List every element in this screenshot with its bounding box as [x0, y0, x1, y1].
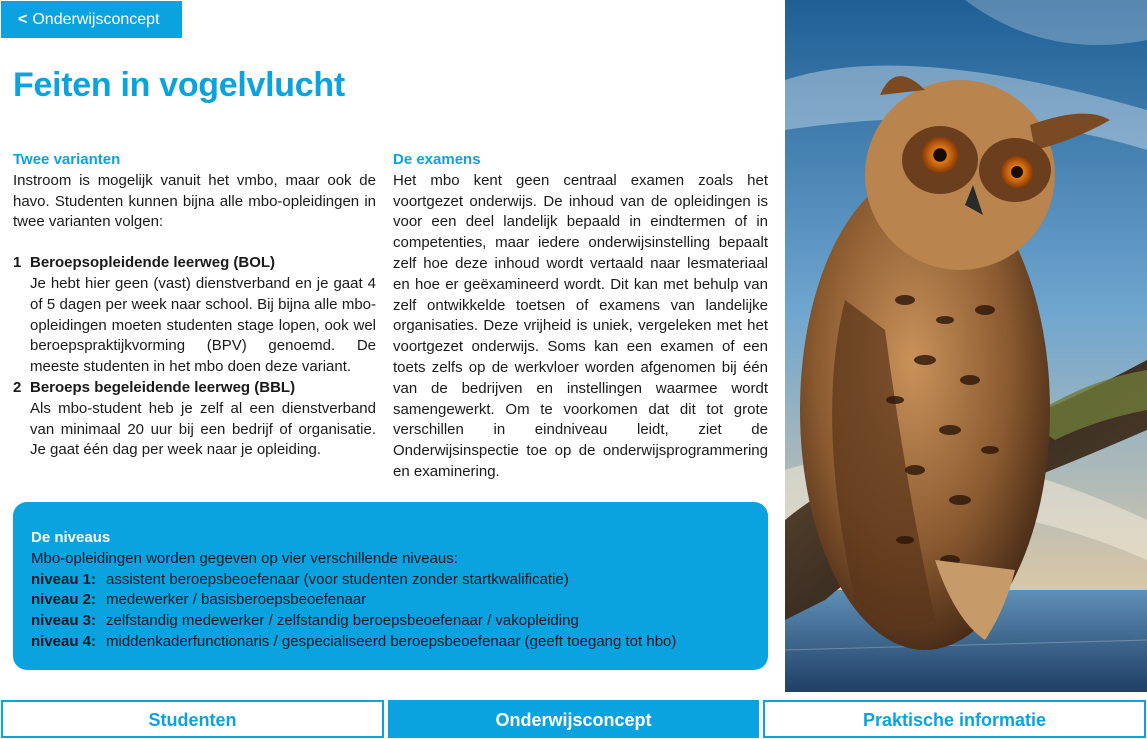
level-label: niveau 2: [31, 591, 97, 609]
level-row [31, 632, 750, 653]
level-text: assistent beroepsbeoefenaar (voor studenten zonder startkwalificatie) [106, 570, 569, 588]
levels-intro: Mbo-opleidingen worden gegeven op vier verschillende niveaus: [31, 549, 458, 567]
list-item-number: 1 [13, 254, 22, 272]
level-row [31, 590, 750, 611]
list-item [13, 253, 376, 378]
list-item [13, 378, 376, 461]
levels-box [13, 502, 768, 670]
owl-photo [785, 0, 1147, 692]
list-item-title: Beroeps begeleidende leerweg (BBL) [30, 378, 296, 396]
list-item-title: Beroepsopleidende leerweg (BOL) [30, 254, 276, 272]
list-item-text: Als mbo-student heb je zelf al een dienstverband van minimaal 20 uur bij een bedrijf of organisatie. Je gaat één dag per week naar je opleiding. [30, 399, 376, 459]
chevron-left-icon: < [18, 11, 28, 28]
nav-studenten-button[interactable]: Studenten [1, 700, 384, 738]
nav-onderwijsconcept-button[interactable]: Onderwijsconcept [388, 700, 759, 738]
left-column [13, 150, 376, 461]
levels-heading: De niveaus [31, 529, 111, 546]
level-text: zelfstandig medewerker / zelfstandig beroepsbeoefenaar / vakopleiding [106, 612, 579, 630]
nav-praktische-informatie-button[interactable]: Praktische informatie [763, 700, 1146, 738]
page-title: Feiten in vogelvlucht [13, 66, 345, 104]
list-item-number: 2 [13, 378, 22, 396]
examens-text: Het mbo kent geen centraal examen zoals het voortgezet onderwijs. De inhoud van de opleidingen is voor een deel landelijk bepaald in eindtermen of in competenties, maar iedere onderwijsinstelling bepaalt zelf hoe deze inhoud wordt vertaald naar lesmateriaal en hoe er geëxamineerd wordt. Dit kan met behulp van zelf ontwikkelde toetsen of examens van landelijke organisaties. Deze vrijheid is uniek, vergeleken met het voortgezet onderwijs. Soms kan een examen of een toets zelfs op de werkvloer worden afgenomen bij één van de bedrijven en instellingen waarmee wordt samengewerkt. Om te voorkomen dat dit tot grote verschillen in eindniveau leidt, ziet de Onderwijsinspectie toe op de onderwijsprogrammering en examinering. [393, 171, 768, 480]
level-label: niveau 1: [31, 570, 97, 588]
level-text: middenkaderfunctionaris / gespecialiseerd beroepsbeoefenaar (geeft toegang tot hbo) [106, 632, 677, 650]
back-button-label: Onderwijsconcept [32, 11, 160, 28]
level-label: niveau 4: [31, 632, 97, 650]
level-row [31, 570, 750, 591]
list-item-text: Je hebt hier geen (vast) dienstverband en je gaat 4 of 5 dagen per week naar school. Bij bijna alle mbo-opleidingen moeten studenten stage lopen, ook wel beroepspraktijkvorming (BPV) genoemd. De meeste studenten in het mbo doen deze variant. [30, 274, 376, 376]
section-heading-varianten: Twee varianten [13, 151, 121, 168]
level-label: niveau 3: [31, 612, 97, 630]
varianten-intro: Instroom is mogelijk vanuit het vmbo, maar ook de havo. Studenten kunnen bijna alle mbo-opleidingen in twee varianten volgen: [13, 171, 376, 231]
right-column [393, 150, 768, 483]
section-heading-examens: De examens [393, 151, 481, 168]
level-row [31, 611, 750, 632]
level-text: medewerker / basisberoepsbeoefenaar [106, 591, 367, 609]
back-button[interactable] [1, 1, 182, 38]
